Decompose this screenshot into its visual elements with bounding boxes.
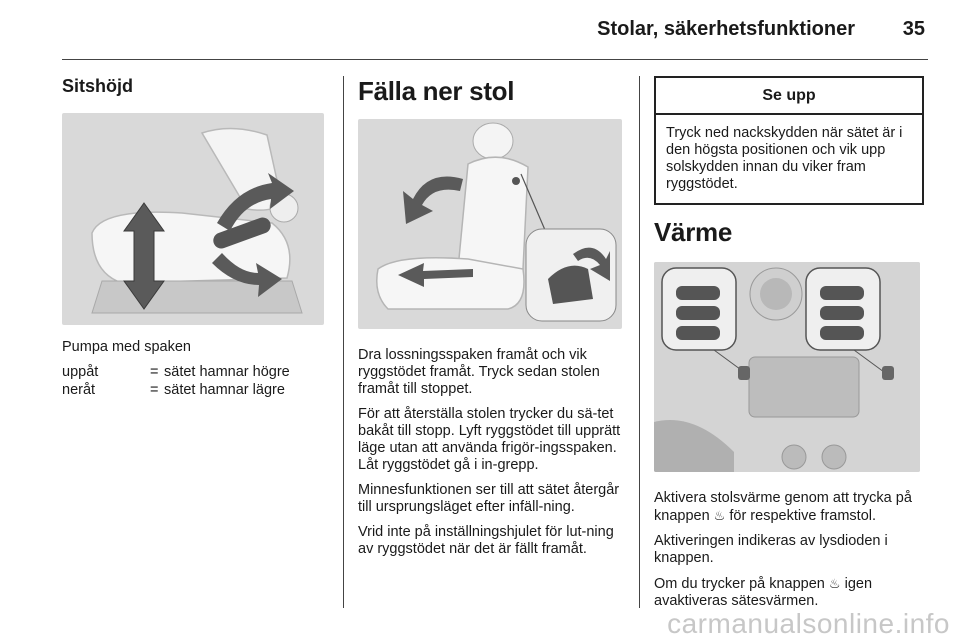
table-separator: = (150, 364, 159, 380)
column-seat-height (62, 76, 328, 400)
text-run: för respektive framstol. (729, 508, 877, 524)
table-key: neråt (62, 382, 96, 398)
paragraph: Aktiveringen indikeras av lysdioden i knappen. (654, 533, 888, 566)
text-run: igen avaktiveras sätesvärmen. (654, 576, 873, 609)
paragraph (654, 490, 924, 525)
warning-text: Tryck ned nackskydden när sätet är i den högsta positionen och vik upp solskydden innan du viker fram ryggstödet. (666, 125, 903, 192)
paragraph: Minnesfunktionen ser till att sätet återgår till ursprungsläget efter infäll-ning. (358, 482, 620, 515)
column-divider-1 (343, 76, 344, 608)
column-warning-heating (654, 76, 924, 618)
seat-heating-icon: ♨ (713, 508, 726, 523)
fold-seat-heading: Fälla ner stol (358, 76, 515, 106)
fold-seat-illustration (358, 119, 622, 329)
table-value: sätet hamnar lägre (164, 382, 285, 398)
header-divider (62, 59, 928, 60)
table-value: sätet hamnar högre (164, 364, 290, 380)
table-separator: = (150, 382, 159, 398)
heating-body (654, 490, 924, 610)
seat-height-caption: Pumpa med spaken (62, 339, 191, 355)
heating-heading: Värme (654, 217, 732, 247)
fold-seat-body (358, 347, 624, 558)
table-row (62, 382, 328, 399)
watermark: carmanualsonline.info (667, 608, 950, 639)
paragraph: Vrid inte på inställningshjulet för lut-ning av ryggstödet när det är fällt framåt. (358, 524, 614, 557)
warning-box (654, 76, 924, 205)
column-fold-seat (358, 76, 624, 566)
running-header-title: Stolar, säkerhetsfunktioner (597, 18, 855, 40)
seat-height-table (62, 364, 328, 399)
text-run: Om du trycker på knappen (654, 576, 825, 592)
paragraph: För att återställa stolen trycker du sä-tet bakåt till stopp. Lyft ryggstödet till upprätt läge utan att använda frigör-ingsspaken. Låt ryggstödet gå i in-grepp. (358, 406, 621, 473)
seat-heating-icon: ♨ (828, 576, 841, 591)
text-run: Aktivera stolsvärme genom att trycka på knappen (654, 490, 912, 524)
warning-heading: Se upp (656, 78, 922, 115)
column-divider-2 (639, 76, 640, 608)
table-row (62, 364, 328, 381)
heating-illustration (654, 262, 920, 472)
seat-height-illustration (62, 113, 324, 325)
table-key: uppåt (62, 364, 99, 380)
seat-height-heading: Sitshöjd (62, 76, 133, 96)
paragraph (654, 575, 924, 610)
paragraph: Dra lossningsspaken framåt och vik ryggstödet framåt. Tryck sedan stolen framåt till stoppet. (358, 347, 600, 397)
page-number: 35 (902, 18, 925, 40)
